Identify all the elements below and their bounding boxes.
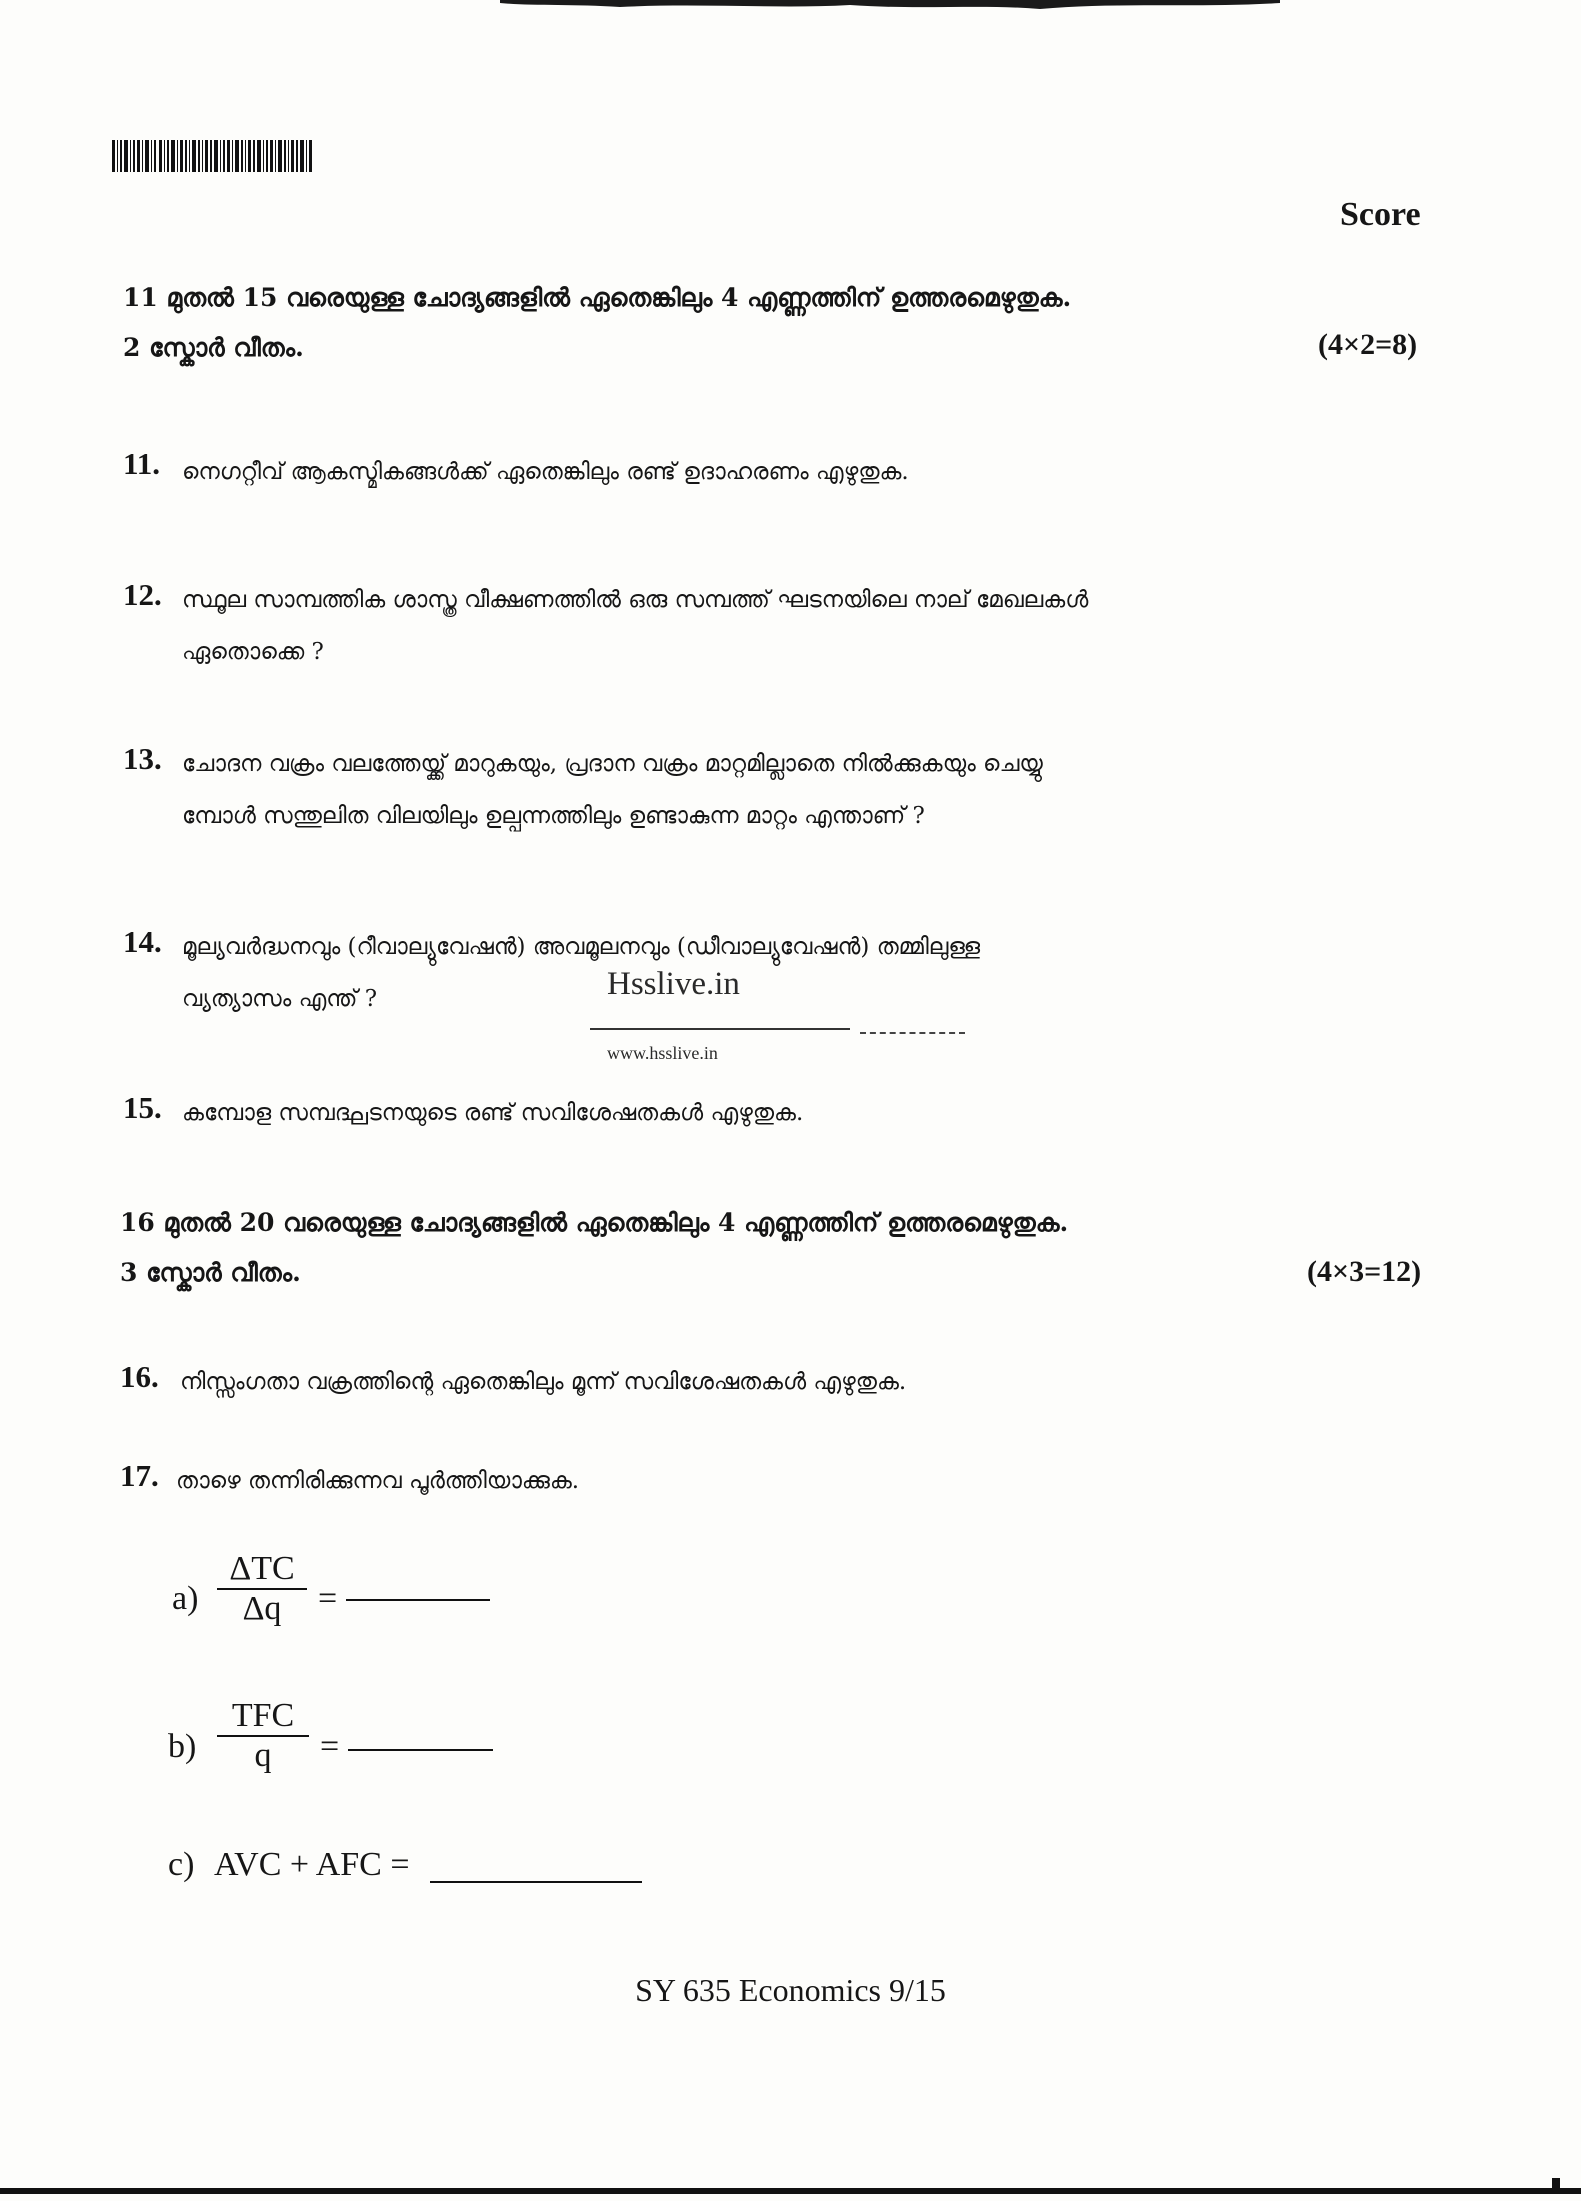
denominator: Δq: [242, 1590, 282, 1627]
section2-marks: (4×3=12): [1307, 1255, 1422, 1288]
section2-score-each: 3 സ്കോർ വീതം.: [120, 1258, 301, 1287]
top-scan-mark: [500, 0, 1280, 12]
answer-blank: [346, 1599, 490, 1601]
equals-sign: =: [318, 1580, 338, 1617]
bottom-scan-edge: [0, 2188, 1581, 2194]
watermark-dashes: [860, 1032, 965, 1034]
answer-blank: [430, 1881, 642, 1883]
question-number: 12.: [123, 577, 162, 612]
question-number: 14.: [123, 924, 162, 959]
question-text: താഴെ തന്നിരിക്കുന്നവ പൂർത്തിയാക്കുക.: [176, 1468, 580, 1494]
question-number: 11.: [123, 446, 161, 481]
denominator: q: [254, 1737, 272, 1774]
watermark-underline: [590, 1028, 850, 1030]
question-number: 17.: [120, 1458, 159, 1493]
question-text-continued: മ്പോൾ സന്തുലിത വിലയിലും ഉല്പന്നത്തിലും ഉണ്ടാകുന്ന മാറ്റം എന്താണ് ?: [182, 803, 925, 829]
question-text-continued: വ്യത്യാസം എന്ത് ?: [182, 986, 378, 1012]
part-c-label: c): [168, 1846, 195, 1883]
part-c-expression: AVC + AFC =: [214, 1846, 410, 1883]
numerator: ΔTC: [229, 1550, 295, 1587]
equals-sign: =: [320, 1728, 340, 1765]
section1-instruction: 11 മുതൽ 15 വരെയുള്ള ചോദ്യങ്ങളിൽ ഏതെങ്കിലും 4 എണ്ണത്തിന് ഉത്തരമെഴുതുക.: [123, 283, 1072, 312]
fraction-b: [217, 1697, 309, 1775]
part-a-label: a): [172, 1580, 199, 1617]
question-text: നെഗറ്റീവ് ആകസ്മികങ്ങൾക്ക് ഏതെങ്കിലും രണ്ട് ഉദാഹരണം എഴുതുക.: [182, 459, 909, 485]
numerator: TFC: [231, 1697, 295, 1734]
watermark-url: www.hsslive.in: [607, 1043, 718, 1063]
answer-blank: [348, 1749, 493, 1751]
question-text: ചോദന വക്രം വലത്തേയ്ക്ക് മാറുകയും, പ്രദാന വക്രം മാറ്റമില്ലാതെ നിൽക്കുകയും ചെയ്യു: [182, 751, 1043, 777]
section1-marks: (4×2=8): [1318, 328, 1418, 361]
section1-score-each: 2 സ്കോർ വീതം.: [123, 333, 304, 362]
part-b-label: b): [168, 1728, 197, 1765]
question-text: കമ്പോള സമ്പദ്ഘടനയുടെ രണ്ട് സവിശേഷതകൾ എഴുതുക.: [182, 1100, 804, 1126]
page-footer: SY 635 Economics 9/15: [635, 1972, 946, 2008]
watermark-site: Hsslive.in: [607, 966, 740, 1002]
question-text: മൂല്യവർദ്ധനവും (റീവാല്യുവേഷൻ) അവമൂലനവും (ഡീവാല്യുവേഷൻ) തമ്മിലുള്ള: [182, 934, 981, 960]
barcode: [112, 140, 312, 172]
corner-scan-mark: [1552, 2178, 1560, 2190]
fraction-a: [217, 1550, 307, 1628]
question-text-continued: ഏതൊക്കെ ?: [182, 639, 324, 665]
question-number: 15.: [123, 1090, 162, 1125]
score-label: Score: [1340, 196, 1421, 233]
question-text: സ്ഥൂല സാമ്പത്തിക ശാസ്ത്ര വീക്ഷണത്തിൽ ഒരു സമ്പത്ത് ഘടനയിലെ നാല് മേഖലകൾ: [182, 587, 1089, 613]
section2-instruction: 16 മുതൽ 20 വരെയുള്ള ചോദ്യങ്ങളിൽ ഏതെങ്കിലും 4 എണ്ണത്തിന് ഉത്തരമെഴുതുക.: [120, 1208, 1069, 1237]
question-text: നിസ്സംഗതാ വക്രത്തിന്റെ ഏതെങ്കിലും മൂന്ന് സവിശേഷതകൾ എഴുതുക.: [180, 1369, 907, 1395]
question-number: 16.: [120, 1359, 159, 1394]
question-number: 13.: [123, 741, 162, 776]
